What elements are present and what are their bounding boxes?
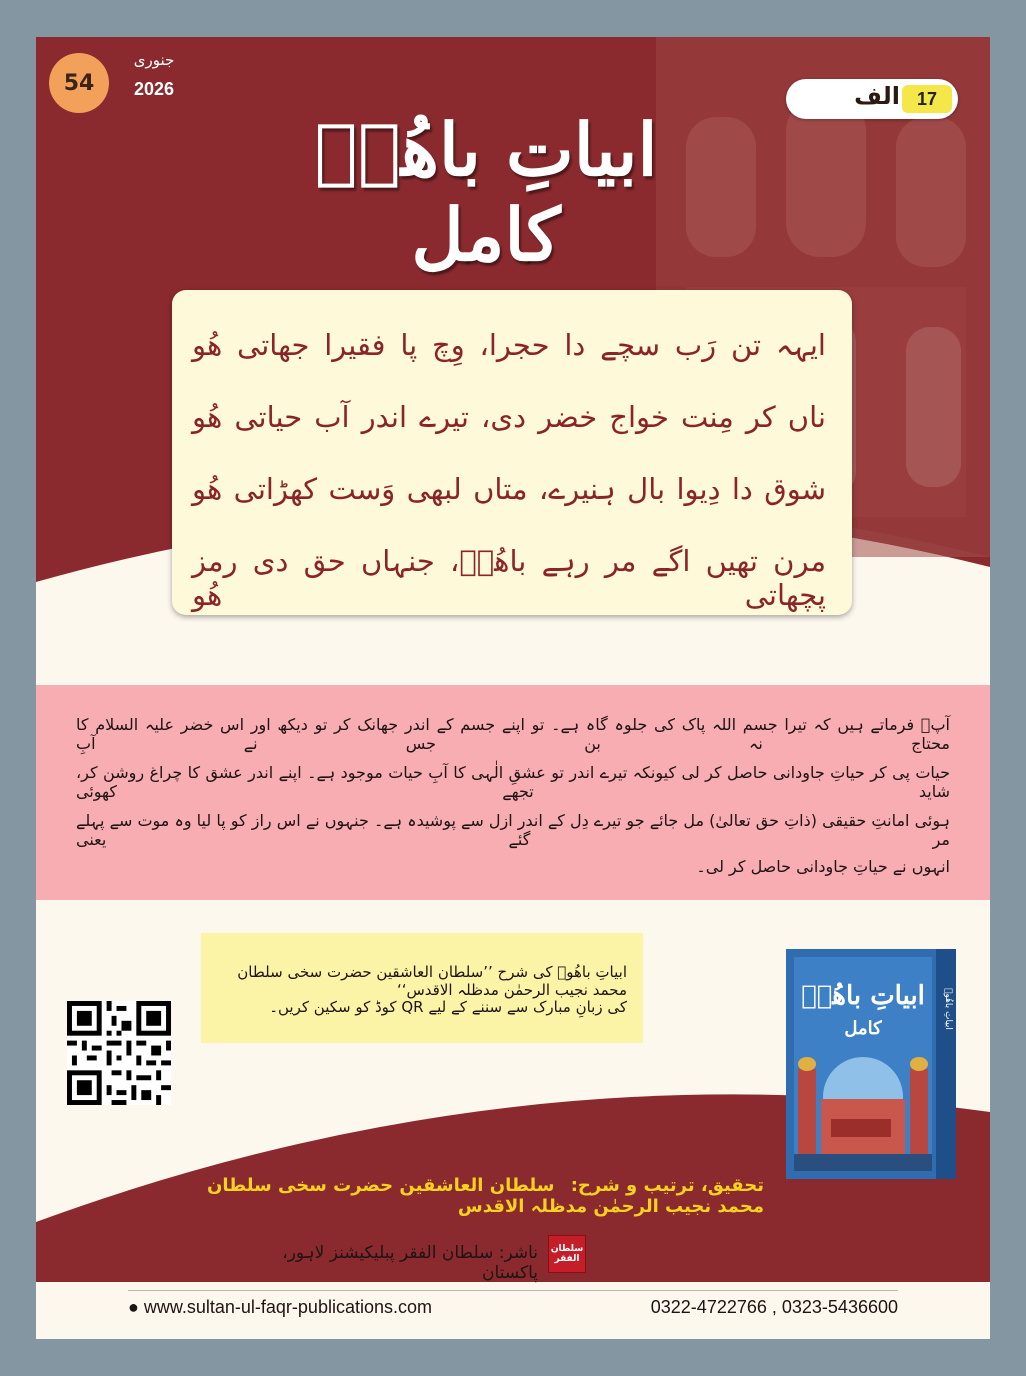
page-number-badge: 54 [49, 53, 109, 113]
website-link[interactable]: ● www.sultan-ul-faqr-publications.com [128, 1297, 432, 1317]
book-title: ابیاتِ باھُوؒ [801, 981, 925, 1011]
book-cover [786, 949, 956, 1179]
publisher-logo: سلطان الفقر [548, 1235, 586, 1273]
verse-line: ناں کر مِنت خواج خضر دی، تیرے اندر آب حیاتی ھُو [192, 400, 826, 434]
book-subtitle: کامل [844, 1018, 882, 1039]
credits-line [186, 1175, 764, 1217]
page-title: ابیاتِ باھُوؒ کامل [314, 107, 658, 277]
credits-label: تحقیق، ترتیب و شرح: [570, 1175, 764, 1196]
section-letter: الف [854, 82, 900, 110]
poem-number: 17 [902, 85, 952, 113]
qr-instruction-note [201, 933, 643, 1043]
publisher-line: ناشر: سلطان الفقر پبلیکیشنز لاہور، پاکستان [282, 1243, 538, 1283]
qr-code[interactable] [67, 1001, 171, 1105]
explanation-line: آپؒ فرماتے ہیں کہ تیرا جسم اللہ پاک کی جلوہ گاہ ہے۔ تو اپنے جسم کے اندر جھانک کر تو دیکھ اور اس خضر علیہ السلام کا محتاج نہ بن جس نے آبِ [76, 715, 950, 753]
section-pill [786, 79, 958, 119]
magazine-page [36, 37, 990, 1339]
issue-year: 2026 [133, 79, 175, 99]
phone-numbers: 0322-4722766 , 0323-5436600 [650, 1297, 898, 1317]
explanation-line: ہوئی امانتِ حقیقی (ذاتِ حق تعالیٰ) مل جائے جو تیرے دِل کے اندر ازل سے پوشیدہ ہے۔ جنہوں نے اس راز کو پا لیا وہ موت سے پہلے مر گئے یعنی [76, 811, 950, 849]
explanation-line: حیات پی کر حیاتِ جاودانی حاصل کر لی کیونکہ تیرے اندر تو عشقِ الٰہی کا آبِ حیات موجود ہے۔ اپنے اندر عشق کا چراغ روشن کر، شاید تجھے کھوئی [76, 763, 950, 801]
verse-line: شوق دا دِیوا بال ہنیرے، متاں لبھی وَست کھڑاتی ھُو [192, 472, 826, 506]
qr-note-line: ابیاتِ باھُوؒ کی شرح ’’سلطان العاشقین حضرت سخی سلطان محمد نجیب الرحمٰن مدظلہ الاقدس‘‘ [237, 963, 627, 999]
explanation-band [36, 685, 990, 900]
explanation-line: انہوں نے حیاتِ جاودانی حاصل کر لی۔ [696, 857, 950, 876]
footer-divider [128, 1290, 898, 1291]
verse-line: مرن تھیں اگے مر رہے باھُوؒ، جنہاں حق دی رمز پچھاتی ھُو [192, 544, 826, 612]
poem-box [172, 290, 852, 615]
issue-month: جنوری [133, 51, 175, 69]
credits-name: سلطان العاشقین حضرت سخی سلطان محمد نجیب الرحمٰن مدظلہ الاقدس [207, 1175, 764, 1217]
book-spine-text: ابیاتِ باھُوؒ [943, 988, 953, 1030]
website-url[interactable]: www.sultan-ul-faqr-publications.com [143, 1297, 432, 1317]
qr-note-line: کی زبانِ مبارک سے سننے کے لیے QR کوڈ کو سکین کریں۔ [269, 998, 627, 1016]
verse-line: ایہہ تن رَب سچے دا حجرا، وِچ پا فقیرا جھاتی ھُو [192, 328, 826, 362]
